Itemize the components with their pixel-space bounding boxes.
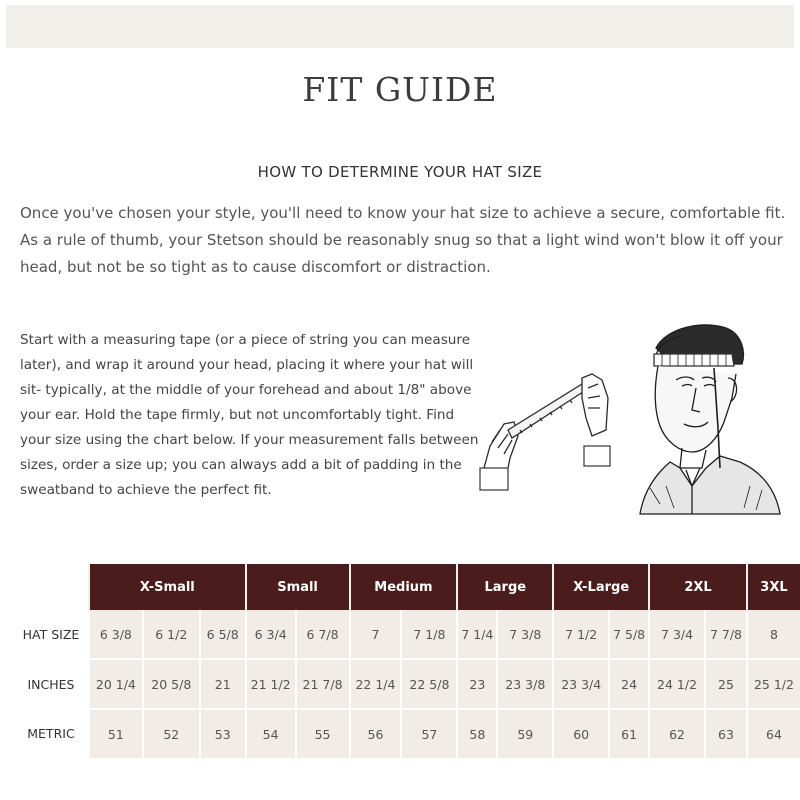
measuring-instructions: Start with a measuring tape (or a piece of string you can measure later), and wrap it around your head, placing it where your hat will sit- typically, at the middle of your forehead and about 1/8" above your ear. Hold the tape firmly, but not uncomfortably tight. Find your size using the chart below. If your measurement falls between sizes, order a size up; you can always add a bit of padding in the sweatband to achieve the perfect fit. [20,332,479,498]
table-cell: 6 3/4 [246,610,296,659]
table-cell: 7 1/8 [401,610,457,659]
table-cell: 7 1/4 [457,610,497,659]
table-cell: 7 5/8 [609,610,649,659]
table-cell: 7 7/8 [705,610,747,659]
table-cell: 24 [609,659,649,709]
table-cell: 25 [705,659,747,709]
table-cell: 51 [89,709,143,758]
table-cell: 21 1/2 [246,659,296,709]
table-cell: 22 5/8 [401,659,457,709]
row-label: METRIC [27,726,75,741]
row-label: HAT SIZE [22,627,80,642]
table-cell: 22 1/4 [350,659,402,709]
table-cell: 21 7/8 [296,659,350,709]
table-cell: 6 7/8 [296,610,350,659]
table-cell: 21 [200,659,246,709]
size-group-header: Small [246,564,350,610]
size-group-header: X-Small [89,564,246,610]
table-cell: 8 [747,610,800,659]
table-cell: 56 [350,709,402,758]
head-illustration-icon [640,325,780,514]
table-cell: 23 3/4 [553,659,609,709]
table-cell: 53 [200,709,246,758]
measuring-head-illustration-icon [470,318,790,518]
row-label: INCHES [27,676,75,692]
size-group-header-row [14,564,800,610]
size-group-header: Large [457,564,553,610]
page-title: FIT GUIDE [302,70,498,109]
fit-size-table [14,564,800,758]
table-cell: 57 [401,709,457,758]
table-cell: 64 [747,709,800,758]
table-cell: 23 [457,659,497,709]
table-cell: 54 [246,709,296,758]
table-row [14,610,800,659]
size-group-header: Medium [350,564,458,610]
table-cell: 58 [457,709,497,758]
table-cell: 55 [296,709,350,758]
table-row [14,659,800,709]
table-cell: 20 1/4 [89,659,143,709]
table-cell: 23 3/8 [497,659,553,709]
top-bar [6,5,794,48]
table-cell: 62 [649,709,705,758]
table-row [14,709,800,758]
table-cell: 61 [609,709,649,758]
table-cell: 25 1/2 [747,659,800,709]
table-cell: 6 3/8 [89,610,143,659]
size-group-header: 2XL [649,564,747,610]
table-cell: 60 [553,709,609,758]
table-cell: 20 5/8 [143,659,200,709]
table-cell: 24 1/2 [649,659,705,709]
size-group-header: X-Large [553,564,649,610]
table-cell: 59 [497,709,553,758]
table-cell: 7 1/2 [553,610,609,659]
table-cell: 63 [705,709,747,758]
size-table-body [14,610,800,758]
section-subtitle: HOW TO DETERMINE YOUR HAT SIZE [257,163,543,181]
header-spacer [14,564,89,610]
table-cell: 7 [350,610,402,659]
size-group-header: 3XL [747,564,800,610]
table-cell: 6 5/8 [200,610,246,659]
hands-with-tape-icon [480,374,610,490]
table-cell: 7 3/8 [497,610,553,659]
table-cell: 7 3/4 [649,610,705,659]
table-cell: 52 [143,709,200,758]
intro-paragraph: Once you've chosen your style, you'll need to know your hat size to achieve a secure, comfortable fit. As a rule of thumb, your Stetson should be reasonably snug so that a light wind won't blow it off your head, but not be so tight as to cause discomfort or distraction. [20,204,786,276]
table-cell: 6 1/2 [143,610,200,659]
